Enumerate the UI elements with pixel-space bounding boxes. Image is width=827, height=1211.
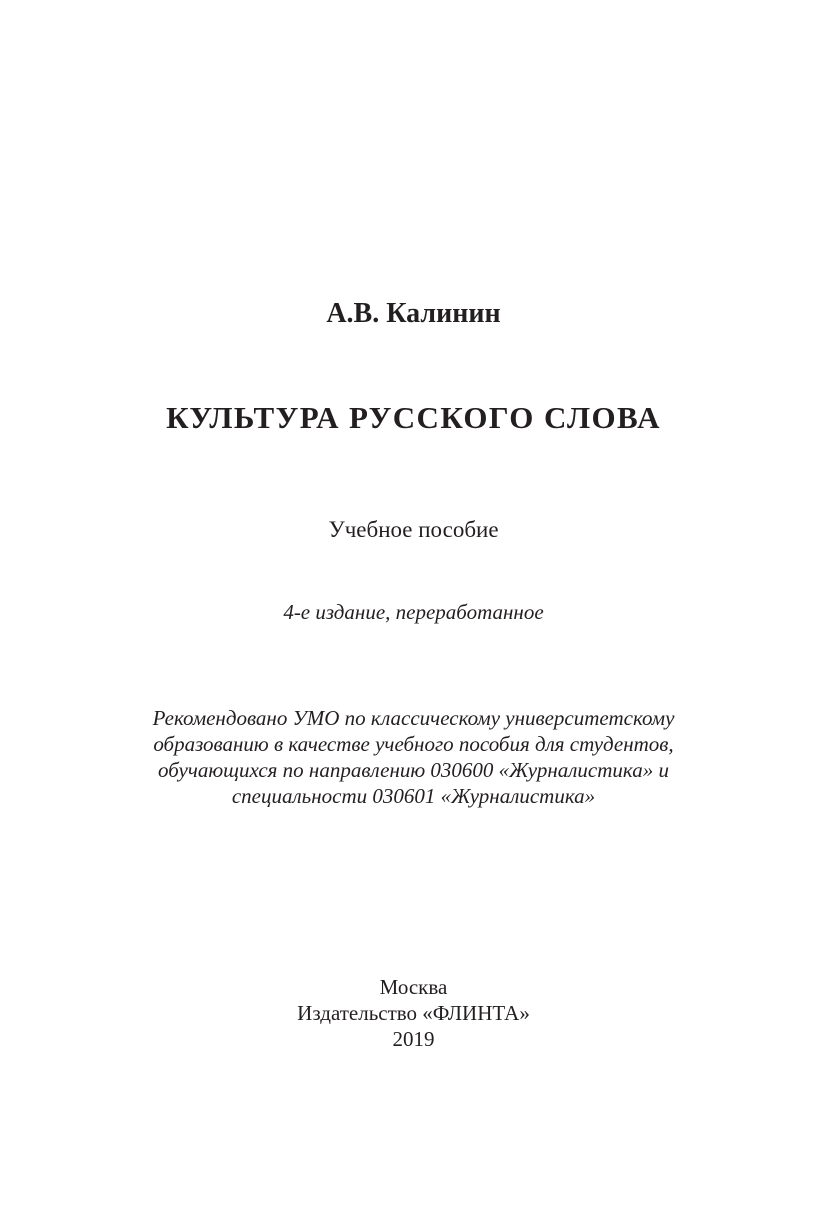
recommendation-line: Рекомендовано УМО по классическому университетскому xyxy=(152,706,675,730)
imprint-year: 2019 xyxy=(392,1027,435,1051)
edition-note: 4-е издание, переработанное xyxy=(283,600,544,624)
book-subtitle: Учебное пособие xyxy=(328,517,499,542)
recommendation-line: образованию в качестве учебного пособия для студентов, xyxy=(153,732,674,756)
recommendation-line: обучающихся по направлению 030600 «Журналистика» и xyxy=(158,758,669,782)
recommendation-block xyxy=(0,705,827,809)
imprint-city: Москва xyxy=(379,975,448,999)
book-title: КУЛЬТУРА РУССКОГО СЛОВА xyxy=(166,400,661,435)
recommendation-line: специальности 030601 «Журналистика» xyxy=(231,784,596,808)
author-name: А.В. Калинин xyxy=(326,298,501,329)
imprint-block xyxy=(0,974,827,1052)
imprint-publisher: Издательство «ФЛИНТА» xyxy=(297,1001,530,1025)
